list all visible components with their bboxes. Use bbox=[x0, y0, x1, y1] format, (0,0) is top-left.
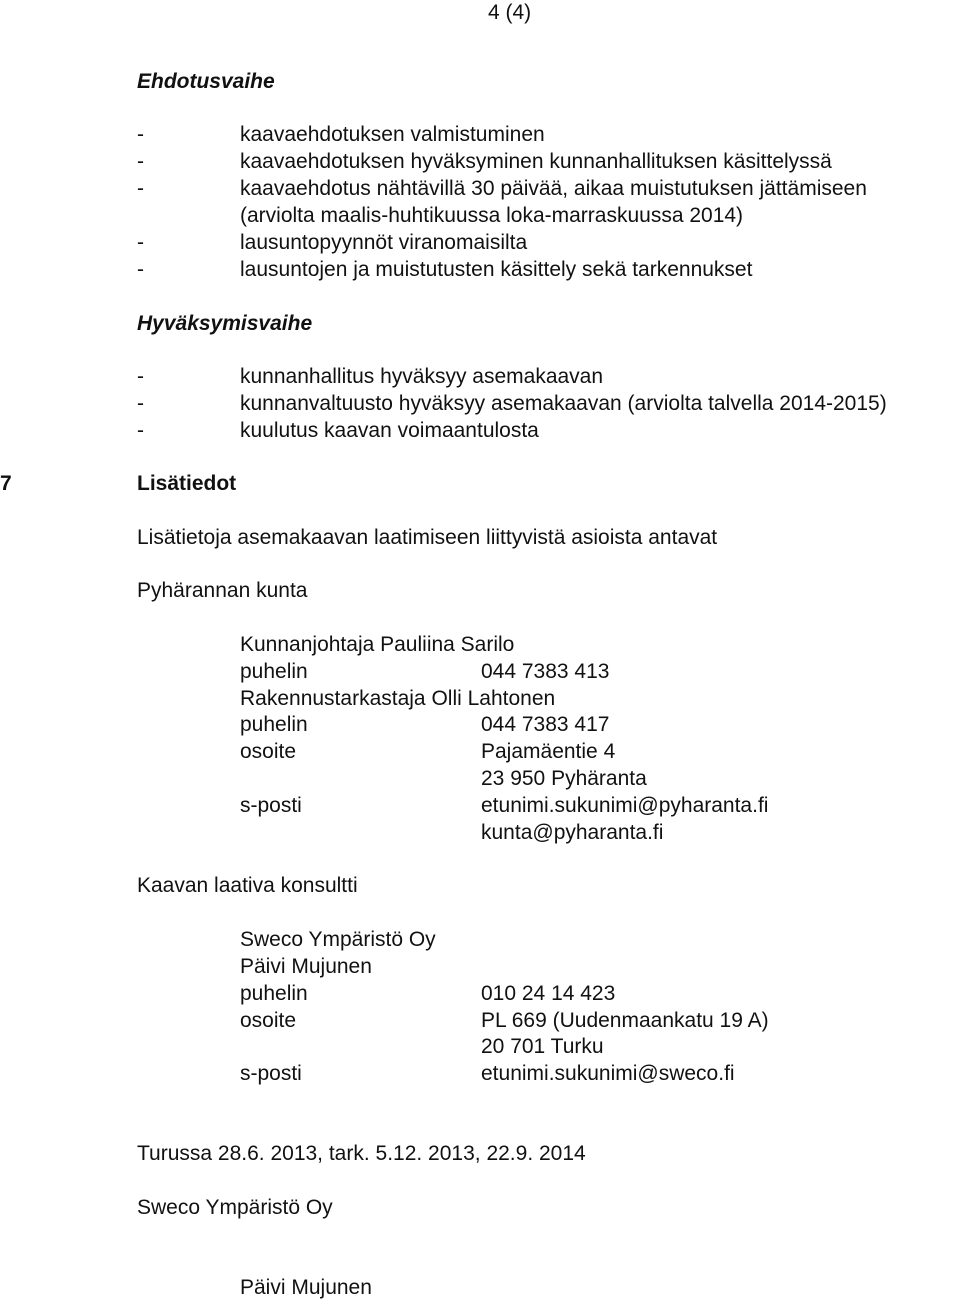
address-label: osoite bbox=[240, 1009, 297, 1032]
email-value: etunimi.sukunimi@sweco.fi bbox=[481, 1062, 735, 1085]
address-line: Pajamäentie 4 bbox=[481, 740, 616, 763]
address-line: PL 669 (Uudenmaankatu 19 A) bbox=[481, 1009, 769, 1032]
section-intro: Lisätietoja asemakaavan laatimiseen liittyvistä asioista antavat bbox=[137, 526, 718, 549]
date-line: Turussa 28.6. 2013, tark. 5.12. 2013, 22.9. 2014 bbox=[137, 1142, 586, 1165]
phone-label: puhelin bbox=[240, 660, 308, 683]
list-bullet: - bbox=[137, 258, 144, 281]
section-number: 7 bbox=[0, 472, 12, 495]
address-label: osoite bbox=[240, 740, 297, 763]
phone-value: 044 7383 417 bbox=[481, 713, 610, 736]
consultant-heading: Kaavan laativa konsultti bbox=[137, 874, 358, 897]
address-line: 23 950 Pyhäranta bbox=[481, 767, 647, 790]
phone-label: puhelin bbox=[240, 713, 308, 736]
list-item: kuulutus kaavan voimaantulosta bbox=[240, 419, 539, 442]
list-item: kaavaehdotuksen hyväksyminen kunnanhallituksen käsittelyssä bbox=[240, 150, 832, 173]
list-item: kaavaehdotus nähtävillä 30 päivää, aikaa muistutuksen jättämiseen bbox=[240, 177, 867, 200]
section-heading: Lisätiedot bbox=[137, 472, 237, 495]
phone-value: 044 7383 413 bbox=[481, 660, 610, 683]
list-bullet: - bbox=[137, 419, 144, 442]
footer-company: Sweco Ympäristö Oy bbox=[137, 1196, 333, 1219]
list-item: kaavaehdotuksen valmistuminen bbox=[240, 123, 545, 146]
phone-label: puhelin bbox=[240, 982, 308, 1005]
list-item: kunnanvaltuusto hyväksyy asemakaavan (arviolta talvella 2014-2015) bbox=[240, 392, 887, 415]
list-bullet: - bbox=[137, 177, 144, 200]
ehdotusvaihe-heading: Ehdotusvaihe bbox=[137, 70, 275, 93]
email-value: kunta@pyharanta.fi bbox=[481, 821, 664, 844]
list-bullet: - bbox=[137, 123, 144, 146]
email-value: etunimi.sukunimi@pyharanta.fi bbox=[481, 794, 769, 817]
list-bullet: - bbox=[137, 150, 144, 173]
list-item: lausuntojen ja muistutusten käsittely sekä tarkennukset bbox=[240, 258, 753, 281]
list-bullet: - bbox=[137, 392, 144, 415]
list-item: kunnanhallitus hyväksyy asemakaavan bbox=[240, 365, 604, 388]
contact-person: Kunnanjohtaja Pauliina Sarilo bbox=[240, 633, 515, 656]
list-bullet: - bbox=[137, 231, 144, 254]
consultant-company: Sweco Ympäristö Oy bbox=[240, 928, 436, 951]
page-number: 4 (4) bbox=[488, 1, 532, 24]
hyvaksymisvaihe-heading: Hyväksymisvaihe bbox=[137, 312, 313, 335]
list-item: lausuntopyynnöt viranomaisilta bbox=[240, 231, 528, 254]
email-label: s-posti bbox=[240, 1062, 302, 1085]
email-label: s-posti bbox=[240, 794, 302, 817]
list-item-continuation: (arviolta maalis-huhtikuussa loka-marraskuussa 2014) bbox=[240, 204, 744, 227]
list-bullet: - bbox=[137, 365, 144, 388]
contact-person: Päivi Mujunen bbox=[240, 955, 372, 978]
phone-value: 010 24 14 423 bbox=[481, 982, 616, 1005]
address-line: 20 701 Turku bbox=[481, 1035, 604, 1058]
signatory-name: Päivi Mujunen bbox=[240, 1276, 372, 1299]
municipality-name: Pyhärannan kunta bbox=[137, 579, 308, 602]
contact-person: Rakennustarkastaja Olli Lahtonen bbox=[240, 687, 556, 710]
